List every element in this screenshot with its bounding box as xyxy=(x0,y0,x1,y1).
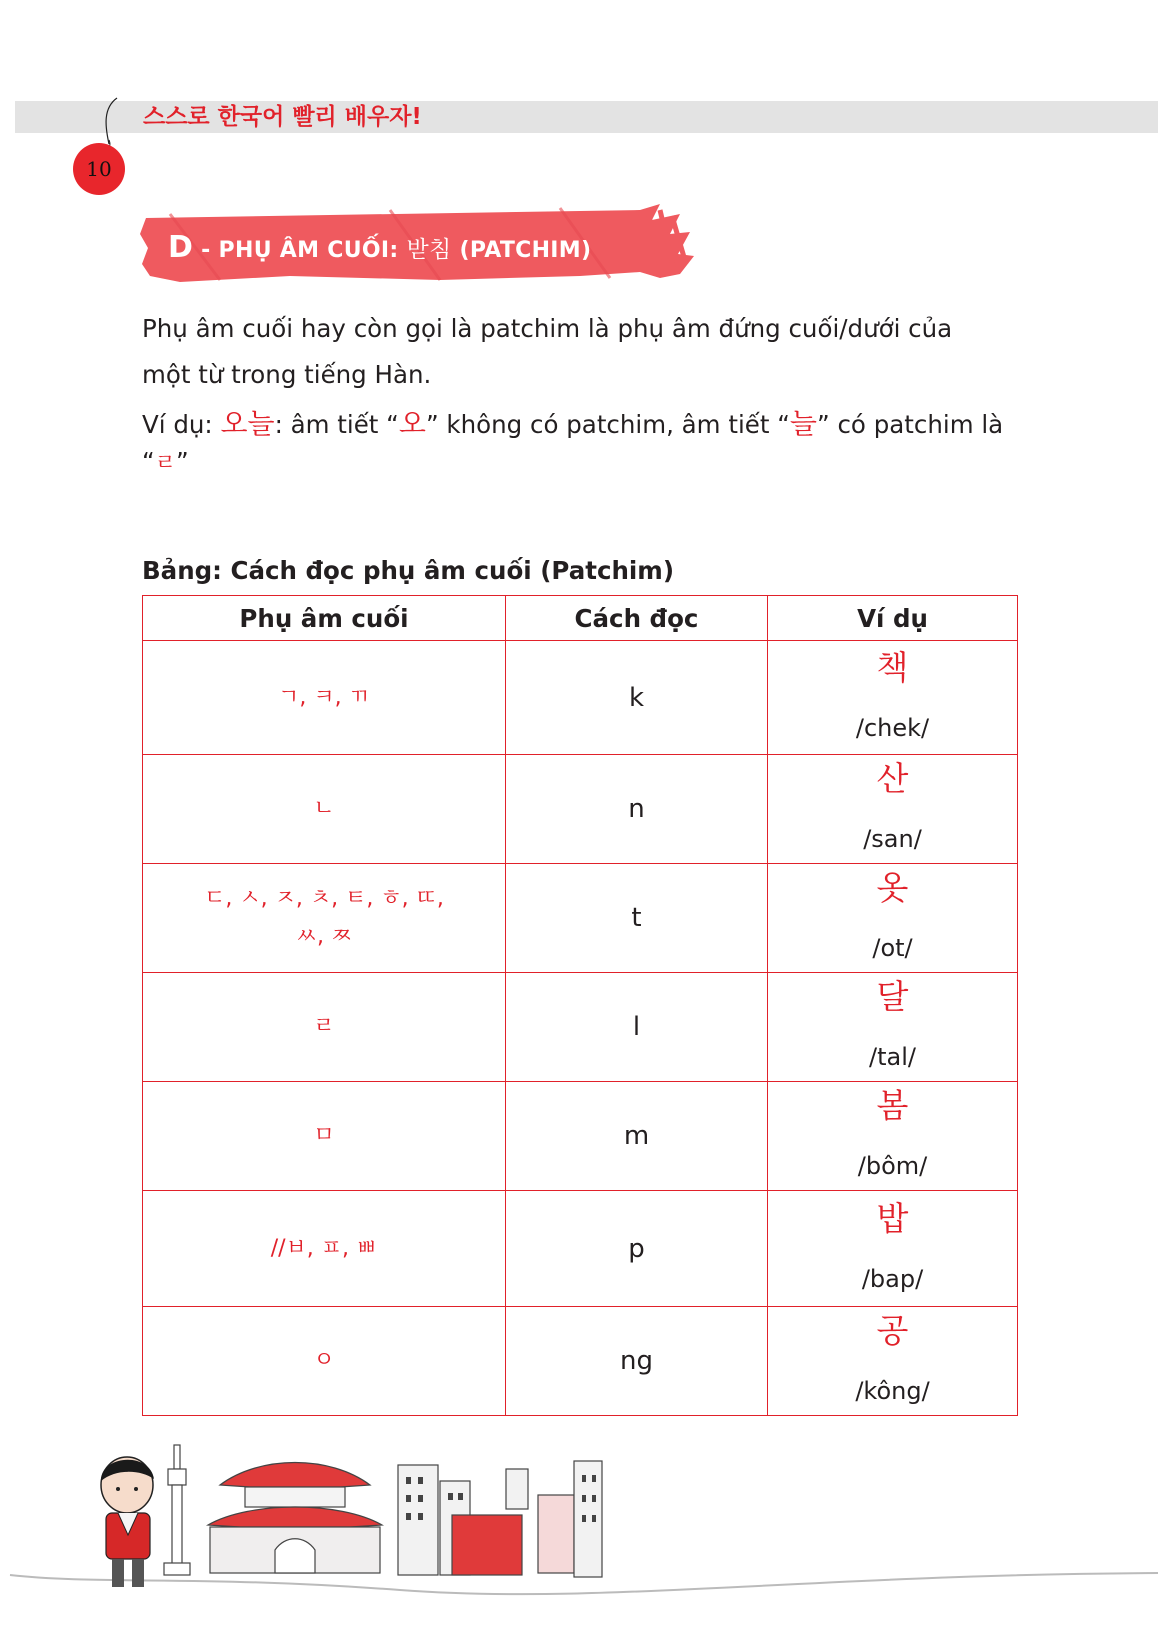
table-row xyxy=(143,1082,1018,1191)
example-label: Ví dụ: xyxy=(142,410,221,439)
table-row xyxy=(143,1307,1018,1416)
example-text-2: ” không có patchim, âm tiết “ xyxy=(425,410,790,439)
reading: p xyxy=(506,1191,768,1307)
city-buildings-icon xyxy=(398,1461,602,1577)
example-line xyxy=(142,402,1017,442)
example-text-3: ” có patchim là xyxy=(816,410,1004,439)
seoul-scene-illustration xyxy=(0,1425,1158,1646)
reading: k xyxy=(506,641,768,755)
reading: m xyxy=(506,1082,768,1191)
final-consonants: ㅇ xyxy=(143,1307,506,1416)
table-header-row xyxy=(143,596,1018,641)
final-consonants-line-2: ㅆ, ㅉ xyxy=(295,924,353,949)
example-cell xyxy=(768,864,1018,973)
final-consonants: ㄱ, ㅋ, ㄲ xyxy=(143,641,506,755)
final-consonants: //ㅂ, ㅍ, ㅃ xyxy=(143,1191,506,1307)
table-row xyxy=(143,641,1018,755)
example-cell xyxy=(768,1191,1018,1307)
example-cell xyxy=(768,1307,1018,1416)
example-korean: 산 xyxy=(876,759,909,798)
header-example: Ví dụ xyxy=(768,596,1018,641)
example-korean: 봄 xyxy=(876,1086,909,1125)
table-row xyxy=(143,755,1018,864)
final-consonants: ㄴ xyxy=(143,755,506,864)
final-consonants-line-1: ㄷ, ㅅ, ㅈ, ㅊ, ㅌ, ㅎ, ㄸ, xyxy=(204,886,444,911)
example-korean: 옷 xyxy=(876,868,909,907)
running-title: 스스로 한국어 빨리 배우자! xyxy=(143,104,422,130)
example-word: 오늘 xyxy=(220,407,275,440)
example-romanization: /tal/ xyxy=(869,1043,916,1071)
example-syllable-1: 오 xyxy=(398,407,426,440)
example-korean: 밥 xyxy=(876,1198,909,1238)
example-korean: 달 xyxy=(876,977,909,1016)
section-title-ko: 받침 xyxy=(406,237,452,263)
example-korean: 책 xyxy=(876,647,909,687)
page-number: 10 xyxy=(73,143,125,195)
example-close-quote: ” xyxy=(175,447,189,476)
section-letter: D xyxy=(168,230,194,265)
example-line-2 xyxy=(142,446,1017,477)
final-consonants xyxy=(143,864,506,973)
reading: ng xyxy=(506,1307,768,1416)
seoul-tower-icon xyxy=(164,1445,190,1575)
section-title-vi: - PHỤ ÂM CUỐI: xyxy=(193,238,407,263)
reading: l xyxy=(506,973,768,1082)
final-consonants: ㅁ xyxy=(143,1082,506,1191)
reading: t xyxy=(506,864,768,973)
boy-character-icon xyxy=(101,1457,154,1587)
patchim-table xyxy=(142,595,1018,1416)
example-korean: 공 xyxy=(876,1311,909,1350)
header-final: Phụ âm cuối xyxy=(143,596,506,641)
namdaemun-gate-icon xyxy=(208,1463,382,1574)
section-heading xyxy=(168,226,591,270)
example-final: ㄹ xyxy=(154,451,176,476)
table-row xyxy=(143,1191,1018,1307)
example-cell xyxy=(768,973,1018,1082)
example-romanization: /san/ xyxy=(863,825,922,853)
example-romanization: /kông/ xyxy=(855,1377,930,1405)
table-row xyxy=(143,864,1018,973)
example-cell xyxy=(768,1082,1018,1191)
section-title-en: (PATCHIM) xyxy=(451,238,592,263)
body-line-1: Phụ âm cuối hay còn gọi là patchim là phụ âm đứng cuối/dưới của xyxy=(142,314,953,343)
table-row xyxy=(143,973,1018,1082)
example-syllable-2: 늘 xyxy=(789,407,817,440)
final-consonants: ㄹ xyxy=(143,973,506,1082)
example-romanization: /bap/ xyxy=(861,1264,924,1293)
example-cell xyxy=(768,755,1018,864)
example-romanization: /ot/ xyxy=(872,934,913,962)
table-caption: Bảng: Cách đọc phụ âm cuối (Patchim) xyxy=(142,556,675,585)
example-cell xyxy=(768,641,1018,755)
body-line-2: một từ trong tiếng Hàn. xyxy=(142,360,432,389)
example-romanization: /chek/ xyxy=(855,713,930,742)
example-romanization: /bôm/ xyxy=(857,1152,928,1180)
example-text-1: : âm tiết “ xyxy=(274,410,399,439)
reading: n xyxy=(506,755,768,864)
example-open-quote: “ xyxy=(142,447,155,476)
header-reading: Cách đọc xyxy=(506,596,768,641)
